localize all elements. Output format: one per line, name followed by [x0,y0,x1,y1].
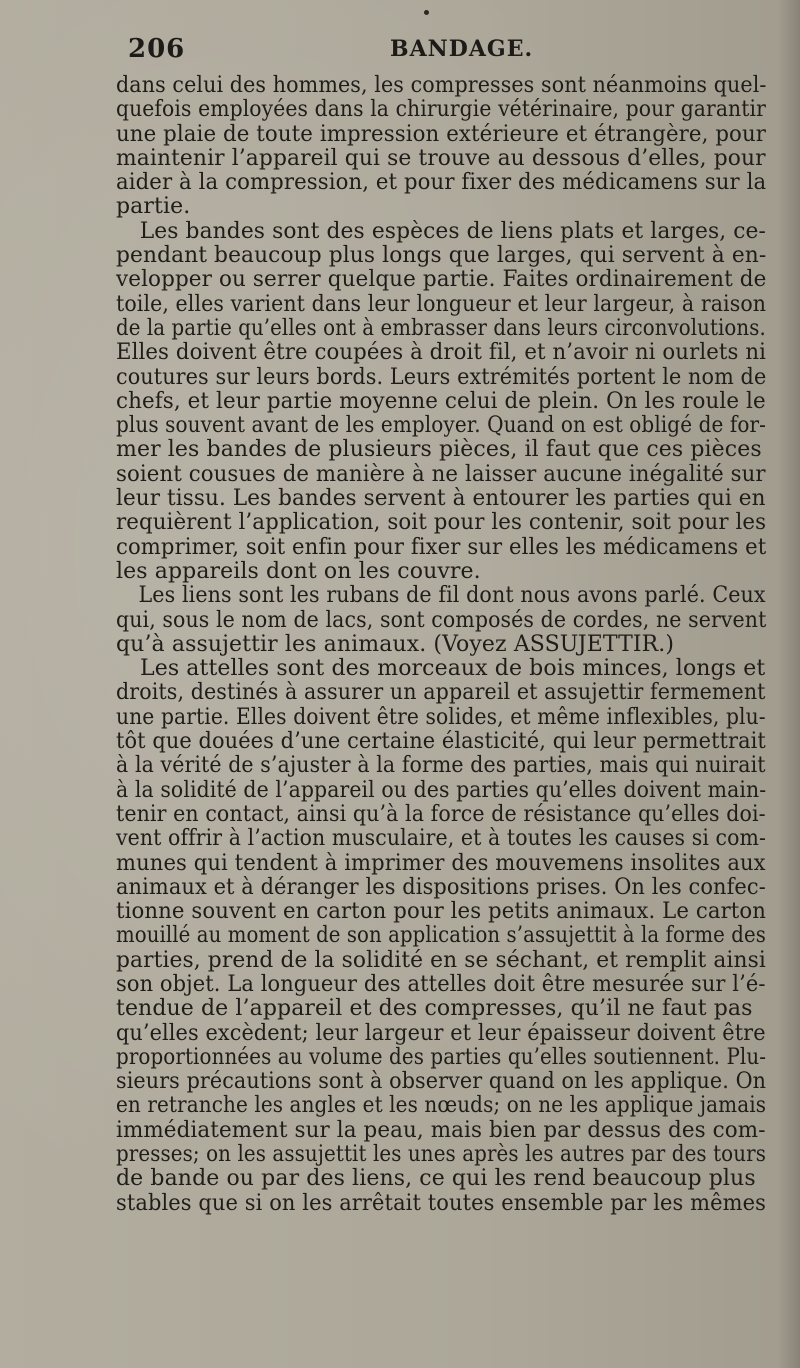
text-line: stables que si on les arrêtait toutes ensemble par les mêmes [116,1190,766,1216]
text-line: comprimer, soit enfin pour fixer sur elles les médicamens et [116,534,767,560]
text-line: Elles doivent être coupées à droit fil, et n’avoir ni ourlets ni [116,340,767,366]
body-text [116,74,766,1216]
paragraph-start-attelles: Les attelles sont des morceaux de bois minces, longs et [140,656,766,682]
text-line: dans celui des hommes, les compresses sont néanmoins quel- [116,73,767,98]
text-line: les appareils dont on les couvre. [116,558,481,584]
text-line: plus souvent avant de les employer. Quand on est obligé de for- [116,413,766,439]
text-line: maintenir l’appareil qui se trouve au dessous d’elles, pour [116,145,766,171]
text-line: tôt que douées d’une certaine élasticité, qui leur permettrait [116,729,766,755]
text-line: leur tissu. Les bandes servent à entourer les parties qui en [116,486,766,512]
text-line: en retranche les angles et les nœuds; on ne les applique jamais [116,1093,767,1119]
paragraph-start-liens: Les liens sont les rubans de fil dont nous avons parlé. Ceux [138,583,766,609]
text-line: parties, prend de la solidité en se séchant, et remplit ainsi [116,947,766,973]
text-line: soient cousues de manière à ne laisser aucune inégalité sur [116,461,766,487]
text-line: coutures sur leurs bords. Leurs extrémités portent le nom de [116,364,767,390]
text-line: mer les bandes de plusieurs pièces, il faut que ces pièces [116,437,762,463]
text-line: requièrent l’application, soit pour les contenir, soit pour les [116,510,767,536]
text-line: aider à la compression, et pour fixer des médicamens sur la [116,170,767,196]
text-line: qu’à assujettir les animaux. (Voyez ASSUJETTIR.) [116,631,675,657]
text-line: presses; on les assujettit les unes après les autres par des tours [116,1142,766,1168]
paragraph-start-bandes: Les bandes sont des espèces de liens plats et larges, ce- [139,218,766,244]
text-line: de la partie qu’elles ont à embrasser dans leurs circonvolutions. [116,315,766,341]
text-line: droits, destinés à assurer un appareil et assujettir fermement [116,680,766,706]
text-line: quefois employées dans la chirurgie vétérinaire, pour garantir [116,97,766,123]
text-line: munes qui tendent à imprimer des mouvemens insolites aux [116,850,766,876]
text-line: tionne souvent en carton pour les petits animaux. Le carton [116,899,767,925]
text-line: une plaie de toute impression extérieure et étrangère, pour [116,121,767,147]
text-line: qu’elles excèdent; leur largeur et leur épaisseur doivent être [116,1020,766,1046]
text-line: pendant beaucoup plus longs que larges, qui servent à en- [116,243,767,269]
text-line: tendue de l’appareil et des compresses, qu’il ne faut pas [116,996,753,1022]
text-line: son objet. La longueur des attelles doit être mesurée sur l’é- [116,971,766,997]
text-line: tenir en contact, ainsi qu’à la force de résistance qu’elles doi- [116,801,766,827]
text-line: animaux et à déranger les dispositions prises. On les confec- [116,874,766,900]
text-line: de bande ou par des liens, ce qui les rend beaucoup plus [116,1166,756,1192]
page-number: 206 [128,34,186,64]
text-line: sieurs précautions sont à observer quand on les applique. On [116,1069,767,1095]
text-line: vent offrir à l’action musculaire, et à toutes les causes si com- [116,826,767,852]
page-edge-shadow [778,0,800,1368]
ink-speck [424,10,429,15]
text-line: partie. [116,194,191,220]
text-line: mouillé au moment de son application s’assujettit à la forme des [116,923,766,949]
text-line: proportionnées au volume des parties qu’elles soutiennent. Plu- [116,1044,767,1070]
text-line: à la vérité de s’ajuster à la forme des parties, mais qui nuirait [116,753,766,779]
text-line: immédiatement sur la peau, mais bien par dessus des com- [116,1117,766,1143]
text-line: une partie. Elles doivent être solides, et même inflexibles, plu- [116,704,766,730]
text-line: velopper ou serrer quelque partie. Faites ordinairement de [116,267,767,293]
text-line: chefs, et leur partie moyenne celui de plein. On les roule le [116,388,766,414]
text-line: toile, elles varient dans leur longueur et leur largeur, à raison [116,291,767,317]
text-line: à la solidité de l’appareil ou des parties qu’elles doivent main- [116,777,767,803]
running-head: BANDAGE. [390,36,534,62]
page-header [128,34,778,68]
text-line: qui, sous le nom de lacs, sont composés de cordes, ne servent [116,607,767,633]
